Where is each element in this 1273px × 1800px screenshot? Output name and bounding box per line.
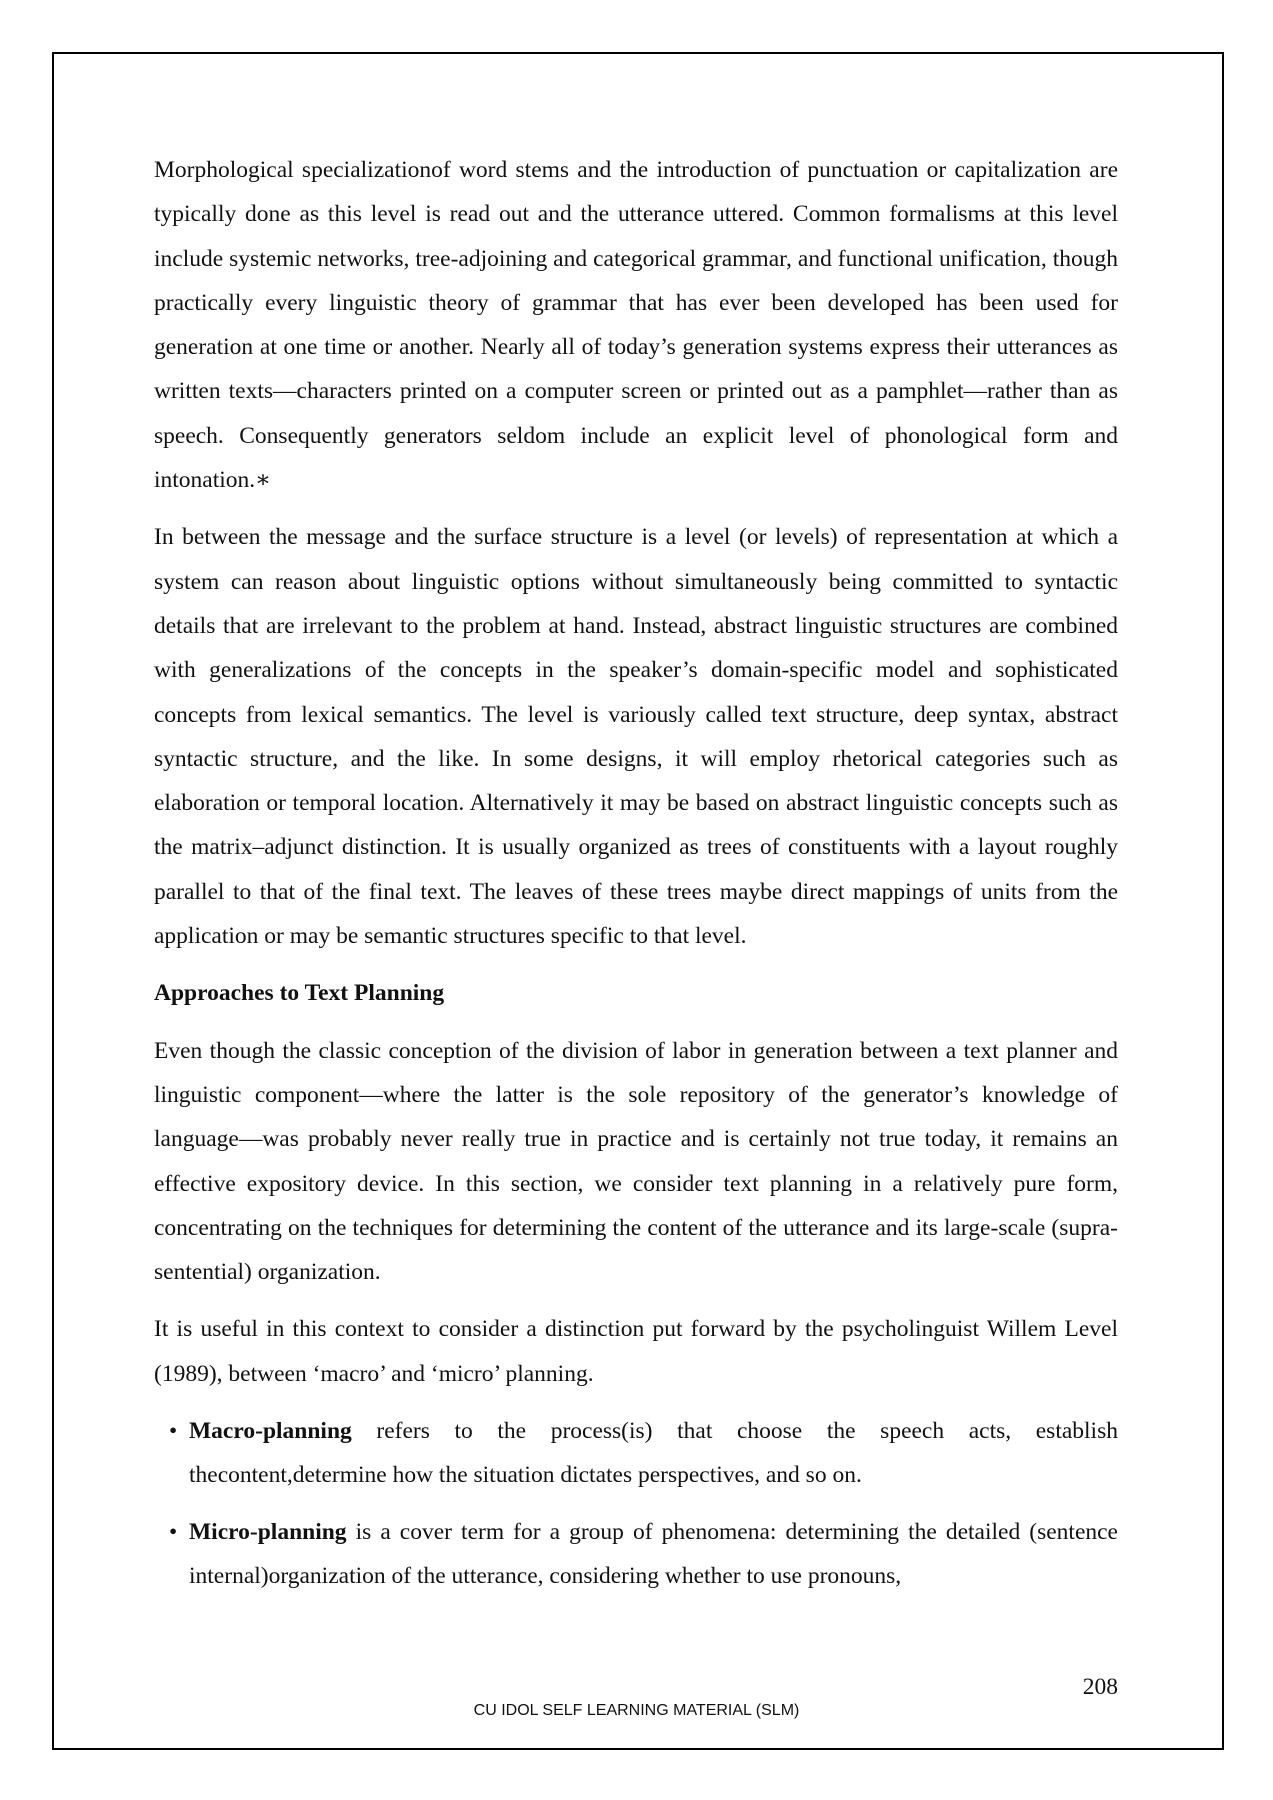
bullet-text: refers to the process(is) that choose the speech acts, establish thecontent,determine how the situation dictates perspectives, and so on. (189, 1418, 1118, 1489)
planning-bullet-list (154, 1409, 1118, 1598)
bullet-icon: • (169, 1418, 178, 1445)
bullet-icon: • (169, 1518, 178, 1545)
body-paragraph-division-of-labor: Even though the classic conception of the division of labor in generation between a text planner and linguistic component—where the latter is the sole repository of the generator’s knowledge of language—was probably never really true in practice and is certainly not true today, it remains an effective expository device. In this section, we consider text planning in a relatively pure form, concentrating on the techniques for determining the content of the utterance and its large-scale (supra-sentential) organization. (154, 1037, 1118, 1286)
page-number: 208 (1082, 1674, 1118, 1700)
bullet-item-macro-planning (169, 1409, 1118, 1498)
bullet-item-micro-planning (169, 1510, 1118, 1599)
bullet-term: Macro-planning (189, 1418, 352, 1445)
page-footer: CU IDOL SELF LEARNING MATERIAL (SLM) (473, 1702, 800, 1719)
section-heading: Approaches to Text Planning (154, 980, 445, 1007)
body-paragraph-intermediate-level: In between the message and the surface structure is a level (or levels) of representation at which a system can reason about linguistic options without simultaneously being committed to syntactic details that are irrelevant to the problem at hand. Instead, abstract linguistic structures are combined with generalizations of the concepts in the speaker’s domain-specific model and sophisticated concepts from lexical semantics. The level is variously called text structure, deep syntax, abstract syntactic structure, and the like. In some designs, it will employ rhetorical categories such as elaboration or temporal location. Alternatively it may be based on abstract linguistic concepts such as the matrix–adjunct distinction. It is usually organized as trees of constituents with a layout roughly parallel to that of the final text. The leaves of these trees maybe direct mappings of units from the application or may be semantic structures specific to that level. (154, 524, 1118, 950)
bullet-term: Micro-planning (189, 1518, 347, 1545)
body-paragraph-macro-micro: It is useful in this context to consider a distinction put forward by the psycholinguist Willem Level (1989), between ‘macro’ and ‘micro’ planning. (154, 1316, 1118, 1387)
page-content (154, 148, 1118, 1610)
body-paragraph-surface-structure: Morphological specializationof word stems and the introduction of punctuation or capitalization are typically done as this level is read out and the utterance uttered. Common formalisms at this level include systemic networks, tree-adjoining and categorical grammar, and functional unification, though practically every linguistic theory of grammar that has ever been developed has been used for generation at one time or another. Nearly all of today’s generation systems express their utterances as written texts—characters printed on a computer screen or printed out as a pamphlet—rather than as speech. Consequently generators seldom include an explicit level of phonological form and intonation.∗ (154, 157, 1118, 494)
bullet-text: is a cover term for a group of phenomena: determining the detailed (sentence internal)organization of the utterance, considering whether to use pronouns, (189, 1518, 1118, 1589)
